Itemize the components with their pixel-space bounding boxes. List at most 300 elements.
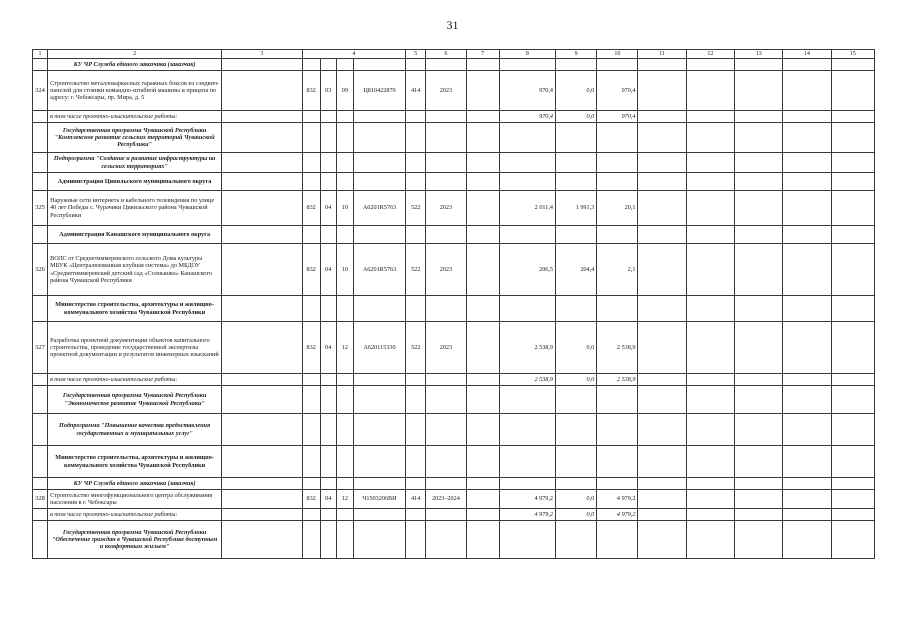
row-number [33, 123, 48, 153]
amount-regional [597, 414, 638, 446]
empty-cell [638, 123, 686, 153]
empty-cell [783, 490, 831, 509]
empty-cell [783, 296, 831, 322]
empty-cell [686, 478, 734, 490]
year-cell [426, 59, 466, 71]
empty-cell [783, 386, 831, 414]
vr-code [406, 123, 426, 153]
amount-federal: 1 991,3 [556, 191, 597, 226]
empty-cell [783, 123, 831, 153]
empty-cell [735, 386, 783, 414]
row-description: Строительство металлокаркасных гаражных боксов из сэндвич-панелей для стоянки командно-штабной машины и прицепа по адресу: г. Чебоксары, пр. Мира, д. 5 [48, 71, 222, 111]
section-row [33, 414, 875, 446]
year-cell: 2023 [426, 71, 466, 111]
empty-cell [466, 446, 499, 478]
empty-cell [638, 509, 686, 521]
year-cell [426, 226, 466, 244]
vr-code [406, 446, 426, 478]
column-number: 10 [597, 50, 638, 59]
vr-code: 414 [406, 490, 426, 509]
column-number: 1 [33, 50, 48, 59]
year-cell [426, 414, 466, 446]
row-description: Администрация Канашского муниципального округа [48, 226, 222, 244]
year-cell [426, 123, 466, 153]
empty-cell [686, 509, 734, 521]
empty-cell [735, 374, 783, 386]
amount-regional: 2 538,9 [597, 322, 638, 374]
vr-code [406, 111, 426, 123]
amount-regional: 2 538,9 [597, 374, 638, 386]
empty-cell [686, 59, 734, 71]
pr-code [336, 153, 353, 173]
empty-cell [735, 191, 783, 226]
subtotal-row [33, 374, 875, 386]
vr-code [406, 521, 426, 559]
empty-cell [686, 123, 734, 153]
csr-code: А6201R5763 [353, 244, 405, 296]
section-row [33, 59, 875, 71]
vr-code [406, 414, 426, 446]
row-description: Подпрограмма "Создание и развитие инфраструктуры на сельских территориях" [48, 153, 222, 173]
amount-federal [556, 296, 597, 322]
csr-code [353, 123, 405, 153]
section-row [33, 123, 875, 153]
empty-cell [638, 191, 686, 226]
amount-regional: 970,4 [597, 111, 638, 123]
empty-cell [638, 71, 686, 111]
page-number: 31 [446, 18, 459, 32]
row-description: Министерство строительства, архитектуры и жилищно-коммунального хозяйства Чувашской Республики [48, 446, 222, 478]
pr-code: 10 [336, 244, 353, 296]
empty-cell [783, 478, 831, 490]
amount-federal [556, 521, 597, 559]
amount-federal: 0,0 [556, 111, 597, 123]
section-row [33, 226, 875, 244]
empty-cell [783, 374, 831, 386]
amount-federal [556, 386, 597, 414]
year-cell [426, 386, 466, 414]
column-number: 11 [638, 50, 686, 59]
empty-cell [831, 123, 874, 153]
row-description: КУ ЧР Служба единого заказчика (заказчик) [48, 478, 222, 490]
section-row [33, 173, 875, 191]
csr-code [353, 386, 405, 414]
empty-cell [783, 509, 831, 521]
grbs-code: 832 [302, 71, 320, 111]
empty-cell [686, 374, 734, 386]
empty-cell [735, 490, 783, 509]
empty-cell [638, 111, 686, 123]
row-number: 327 [33, 322, 48, 374]
amount-regional [597, 446, 638, 478]
rz-code: 03 [320, 71, 336, 111]
pr-code [336, 446, 353, 478]
empty-cell [638, 386, 686, 414]
grbs-code: 832 [302, 322, 320, 374]
empty-cell [222, 478, 302, 490]
empty-cell [466, 111, 499, 123]
empty-cell [466, 173, 499, 191]
empty-cell [735, 509, 783, 521]
row-description: Строительство многофункционального центра обслуживания населения в г. Чебоксары [48, 490, 222, 509]
empty-cell [466, 478, 499, 490]
empty-cell [831, 521, 874, 559]
csr-code [353, 446, 405, 478]
empty-cell [638, 153, 686, 173]
section-row [33, 153, 875, 173]
empty-cell [638, 446, 686, 478]
table-body [33, 50, 875, 559]
amount-total [499, 59, 555, 71]
empty-cell [466, 226, 499, 244]
empty-cell [831, 296, 874, 322]
year-cell [426, 111, 466, 123]
section-row [33, 478, 875, 490]
row-number [33, 478, 48, 490]
empty-cell [686, 226, 734, 244]
grbs-code [302, 386, 320, 414]
year-cell [426, 478, 466, 490]
empty-cell [686, 153, 734, 173]
empty-cell [735, 244, 783, 296]
pr-code [336, 296, 353, 322]
empty-cell [222, 153, 302, 173]
empty-cell [466, 490, 499, 509]
rz-code [320, 414, 336, 446]
rz-code [320, 123, 336, 153]
csr-code: Ч1503206ВИ [353, 490, 405, 509]
csr-code [353, 414, 405, 446]
year-cell: 2023 [426, 244, 466, 296]
empty-cell [466, 71, 499, 111]
subtotal-row [33, 509, 875, 521]
empty-cell [735, 153, 783, 173]
rz-code [320, 374, 336, 386]
empty-cell [735, 173, 783, 191]
amount-federal: 0,0 [556, 509, 597, 521]
amount-total [499, 446, 555, 478]
rz-code [320, 521, 336, 559]
empty-cell [466, 153, 499, 173]
vr-code [406, 153, 426, 173]
section-row [33, 521, 875, 559]
csr-code [353, 478, 405, 490]
amount-federal: 0,0 [556, 374, 597, 386]
empty-cell [735, 296, 783, 322]
pr-code [336, 386, 353, 414]
empty-cell [783, 59, 831, 71]
rz-code [320, 386, 336, 414]
empty-cell [831, 490, 874, 509]
empty-cell [783, 322, 831, 374]
empty-cell [831, 191, 874, 226]
rz-code [320, 478, 336, 490]
empty-cell [783, 446, 831, 478]
empty-cell [638, 244, 686, 296]
vr-code: 522 [406, 322, 426, 374]
amount-federal [556, 173, 597, 191]
amount-total [499, 414, 555, 446]
empty-cell [831, 509, 874, 521]
amount-regional [597, 123, 638, 153]
column-number: 4 [302, 50, 406, 59]
empty-cell [831, 153, 874, 173]
empty-cell [783, 414, 831, 446]
row-description: в том числе проектно-изыскательские работы: [48, 509, 222, 521]
empty-cell [831, 111, 874, 123]
amount-regional [597, 386, 638, 414]
pr-code [336, 478, 353, 490]
empty-cell [735, 322, 783, 374]
empty-cell [222, 490, 302, 509]
empty-cell [222, 244, 302, 296]
row-description: Государственная программа Чувашской Республики "Комплексное развитие сельских территорий Чувашской Республики" [48, 123, 222, 153]
row-description: Подпрограмма "Повышение качества предоставления государственных и муниципальных услуг" [48, 414, 222, 446]
empty-cell [783, 71, 831, 111]
row-number [33, 296, 48, 322]
empty-cell [638, 226, 686, 244]
empty-cell [222, 414, 302, 446]
grbs-code [302, 111, 320, 123]
amount-total: 970,4 [499, 111, 555, 123]
row-number [33, 226, 48, 244]
empty-cell [466, 59, 499, 71]
csr-code [353, 111, 405, 123]
column-number: 5 [406, 50, 426, 59]
empty-cell [831, 244, 874, 296]
empty-cell [222, 296, 302, 322]
amount-total [499, 521, 555, 559]
empty-cell [466, 296, 499, 322]
amount-total: 206,5 [499, 244, 555, 296]
empty-cell [638, 478, 686, 490]
amount-regional: 4 979,2 [597, 509, 638, 521]
empty-cell [222, 111, 302, 123]
year-cell [426, 153, 466, 173]
amount-regional: 20,1 [597, 191, 638, 226]
empty-cell [831, 478, 874, 490]
empty-cell [831, 446, 874, 478]
section-row [33, 296, 875, 322]
row-number: 328 [33, 490, 48, 509]
vr-code: 522 [406, 191, 426, 226]
empty-cell [783, 153, 831, 173]
amount-total [499, 123, 555, 153]
empty-cell [686, 244, 734, 296]
year-cell [426, 374, 466, 386]
empty-cell [466, 244, 499, 296]
empty-cell [638, 173, 686, 191]
csr-code [353, 374, 405, 386]
empty-cell [735, 59, 783, 71]
amount-regional: 2,1 [597, 244, 638, 296]
empty-cell [466, 414, 499, 446]
amount-federal [556, 478, 597, 490]
grbs-code [302, 521, 320, 559]
empty-cell [735, 226, 783, 244]
empty-cell [783, 173, 831, 191]
row-description: КУ ЧР Служба единого заказчика (заказчик) [48, 59, 222, 71]
column-number: 3 [222, 50, 302, 59]
rz-code: 04 [320, 322, 336, 374]
year-cell: 2023–2024 [426, 490, 466, 509]
empty-cell [466, 521, 499, 559]
empty-cell [831, 59, 874, 71]
empty-cell [686, 191, 734, 226]
rz-code [320, 226, 336, 244]
row-description: в том числе проектно-изыскательские работы: [48, 111, 222, 123]
amount-total: 4 979,2 [499, 509, 555, 521]
grbs-code [302, 59, 320, 71]
rz-code [320, 173, 336, 191]
grbs-code [302, 153, 320, 173]
rz-code [320, 296, 336, 322]
empty-cell [783, 191, 831, 226]
pr-code [336, 374, 353, 386]
year-cell: 2023 [426, 322, 466, 374]
row-number [33, 59, 48, 71]
column-number: 15 [831, 50, 874, 59]
amount-federal [556, 123, 597, 153]
empty-cell [466, 509, 499, 521]
pr-code: 10 [336, 191, 353, 226]
empty-cell [686, 71, 734, 111]
row-description: ВОЛС от Среднетиммеревского сельского Дома культуры МБУК «Централизованная клубная система» до МБДОУ «Среднетиммеревский детский сад «Солнышко» Канашского района Чувашской Республики [48, 244, 222, 296]
empty-cell [466, 386, 499, 414]
amount-federal: 0,0 [556, 71, 597, 111]
empty-cell [831, 173, 874, 191]
row-description: Администрация Цивильского муниципального округа [48, 173, 222, 191]
subtotal-row [33, 111, 875, 123]
amount-total: 4 979,2 [499, 490, 555, 509]
amount-federal: 0,0 [556, 490, 597, 509]
csr-code [353, 509, 405, 521]
empty-cell [466, 123, 499, 153]
amount-federal [556, 446, 597, 478]
amount-regional [597, 226, 638, 244]
row-number [33, 374, 48, 386]
amount-federal [556, 226, 597, 244]
csr-code [353, 59, 405, 71]
empty-cell [735, 111, 783, 123]
grbs-code [302, 414, 320, 446]
empty-cell [686, 490, 734, 509]
row-description: в том числе проектно-изыскательские работы: [48, 374, 222, 386]
grbs-code [302, 374, 320, 386]
amount-regional: 970,4 [597, 71, 638, 111]
vr-code: 414 [406, 71, 426, 111]
amount-federal [556, 153, 597, 173]
grbs-code [302, 226, 320, 244]
vr-code [406, 59, 426, 71]
amount-total: 2 011,4 [499, 191, 555, 226]
year-cell [426, 521, 466, 559]
pr-code [336, 226, 353, 244]
empty-cell [686, 173, 734, 191]
csr-code: А620115330 [353, 322, 405, 374]
empty-cell [831, 322, 874, 374]
amount-total [499, 153, 555, 173]
project-row [33, 490, 875, 509]
row-number: 326 [33, 244, 48, 296]
row-number: 324 [33, 71, 48, 111]
csr-code [353, 521, 405, 559]
pr-code: 12 [336, 490, 353, 509]
empty-cell [831, 71, 874, 111]
csr-code [353, 296, 405, 322]
empty-cell [831, 414, 874, 446]
empty-cell [638, 322, 686, 374]
grbs-code [302, 509, 320, 521]
project-row [33, 244, 875, 296]
column-number: 6 [426, 50, 466, 59]
empty-cell [222, 322, 302, 374]
grbs-code: 832 [302, 191, 320, 226]
grbs-code [302, 123, 320, 153]
empty-cell [686, 386, 734, 414]
csr-code: А6201R5763 [353, 191, 405, 226]
pr-code: 09 [336, 71, 353, 111]
column-number: 8 [499, 50, 555, 59]
amount-total [499, 386, 555, 414]
empty-cell [735, 71, 783, 111]
pr-code [336, 521, 353, 559]
csr-code [353, 173, 405, 191]
pr-code [336, 509, 353, 521]
vr-code [406, 478, 426, 490]
empty-cell [222, 226, 302, 244]
amount-regional [597, 521, 638, 559]
empty-cell [686, 446, 734, 478]
empty-cell [466, 191, 499, 226]
pr-code [336, 59, 353, 71]
row-number: 325 [33, 191, 48, 226]
column-number: 7 [466, 50, 499, 59]
row-number [33, 386, 48, 414]
column-number: 12 [686, 50, 734, 59]
csr-code [353, 226, 405, 244]
year-cell: 2023 [426, 191, 466, 226]
empty-cell [783, 521, 831, 559]
row-description: Министерство строительства, архитектуры и жилищно-коммунального хозяйства Чувашской Республики [48, 296, 222, 322]
csr-code: Ц810422870 [353, 71, 405, 111]
grbs-code [302, 296, 320, 322]
section-row [33, 386, 875, 414]
rz-code: 04 [320, 191, 336, 226]
empty-cell [686, 111, 734, 123]
year-cell [426, 296, 466, 322]
grbs-code [302, 173, 320, 191]
budget-table [32, 49, 875, 559]
vr-code [406, 226, 426, 244]
empty-cell [466, 374, 499, 386]
row-description: Наружные сети интернета и кабельного телевидения по улице 40 лет Победы с. Чурачики Цивильского района Чувашской Республики [48, 191, 222, 226]
empty-cell [831, 386, 874, 414]
row-description: Разработка проектной документации объектов капитального строительства, проведение государственной экспертизы проектной документации и результатов инженерных изысканий [48, 322, 222, 374]
grbs-code: 832 [302, 244, 320, 296]
amount-total: 2 538,9 [499, 374, 555, 386]
grbs-code: 832 [302, 490, 320, 509]
vr-code: 522 [406, 244, 426, 296]
empty-cell [686, 296, 734, 322]
rz-code [320, 153, 336, 173]
year-cell [426, 446, 466, 478]
rz-code: 04 [320, 244, 336, 296]
empty-cell [783, 111, 831, 123]
empty-cell [638, 521, 686, 559]
rz-code: 04 [320, 490, 336, 509]
empty-cell [686, 521, 734, 559]
